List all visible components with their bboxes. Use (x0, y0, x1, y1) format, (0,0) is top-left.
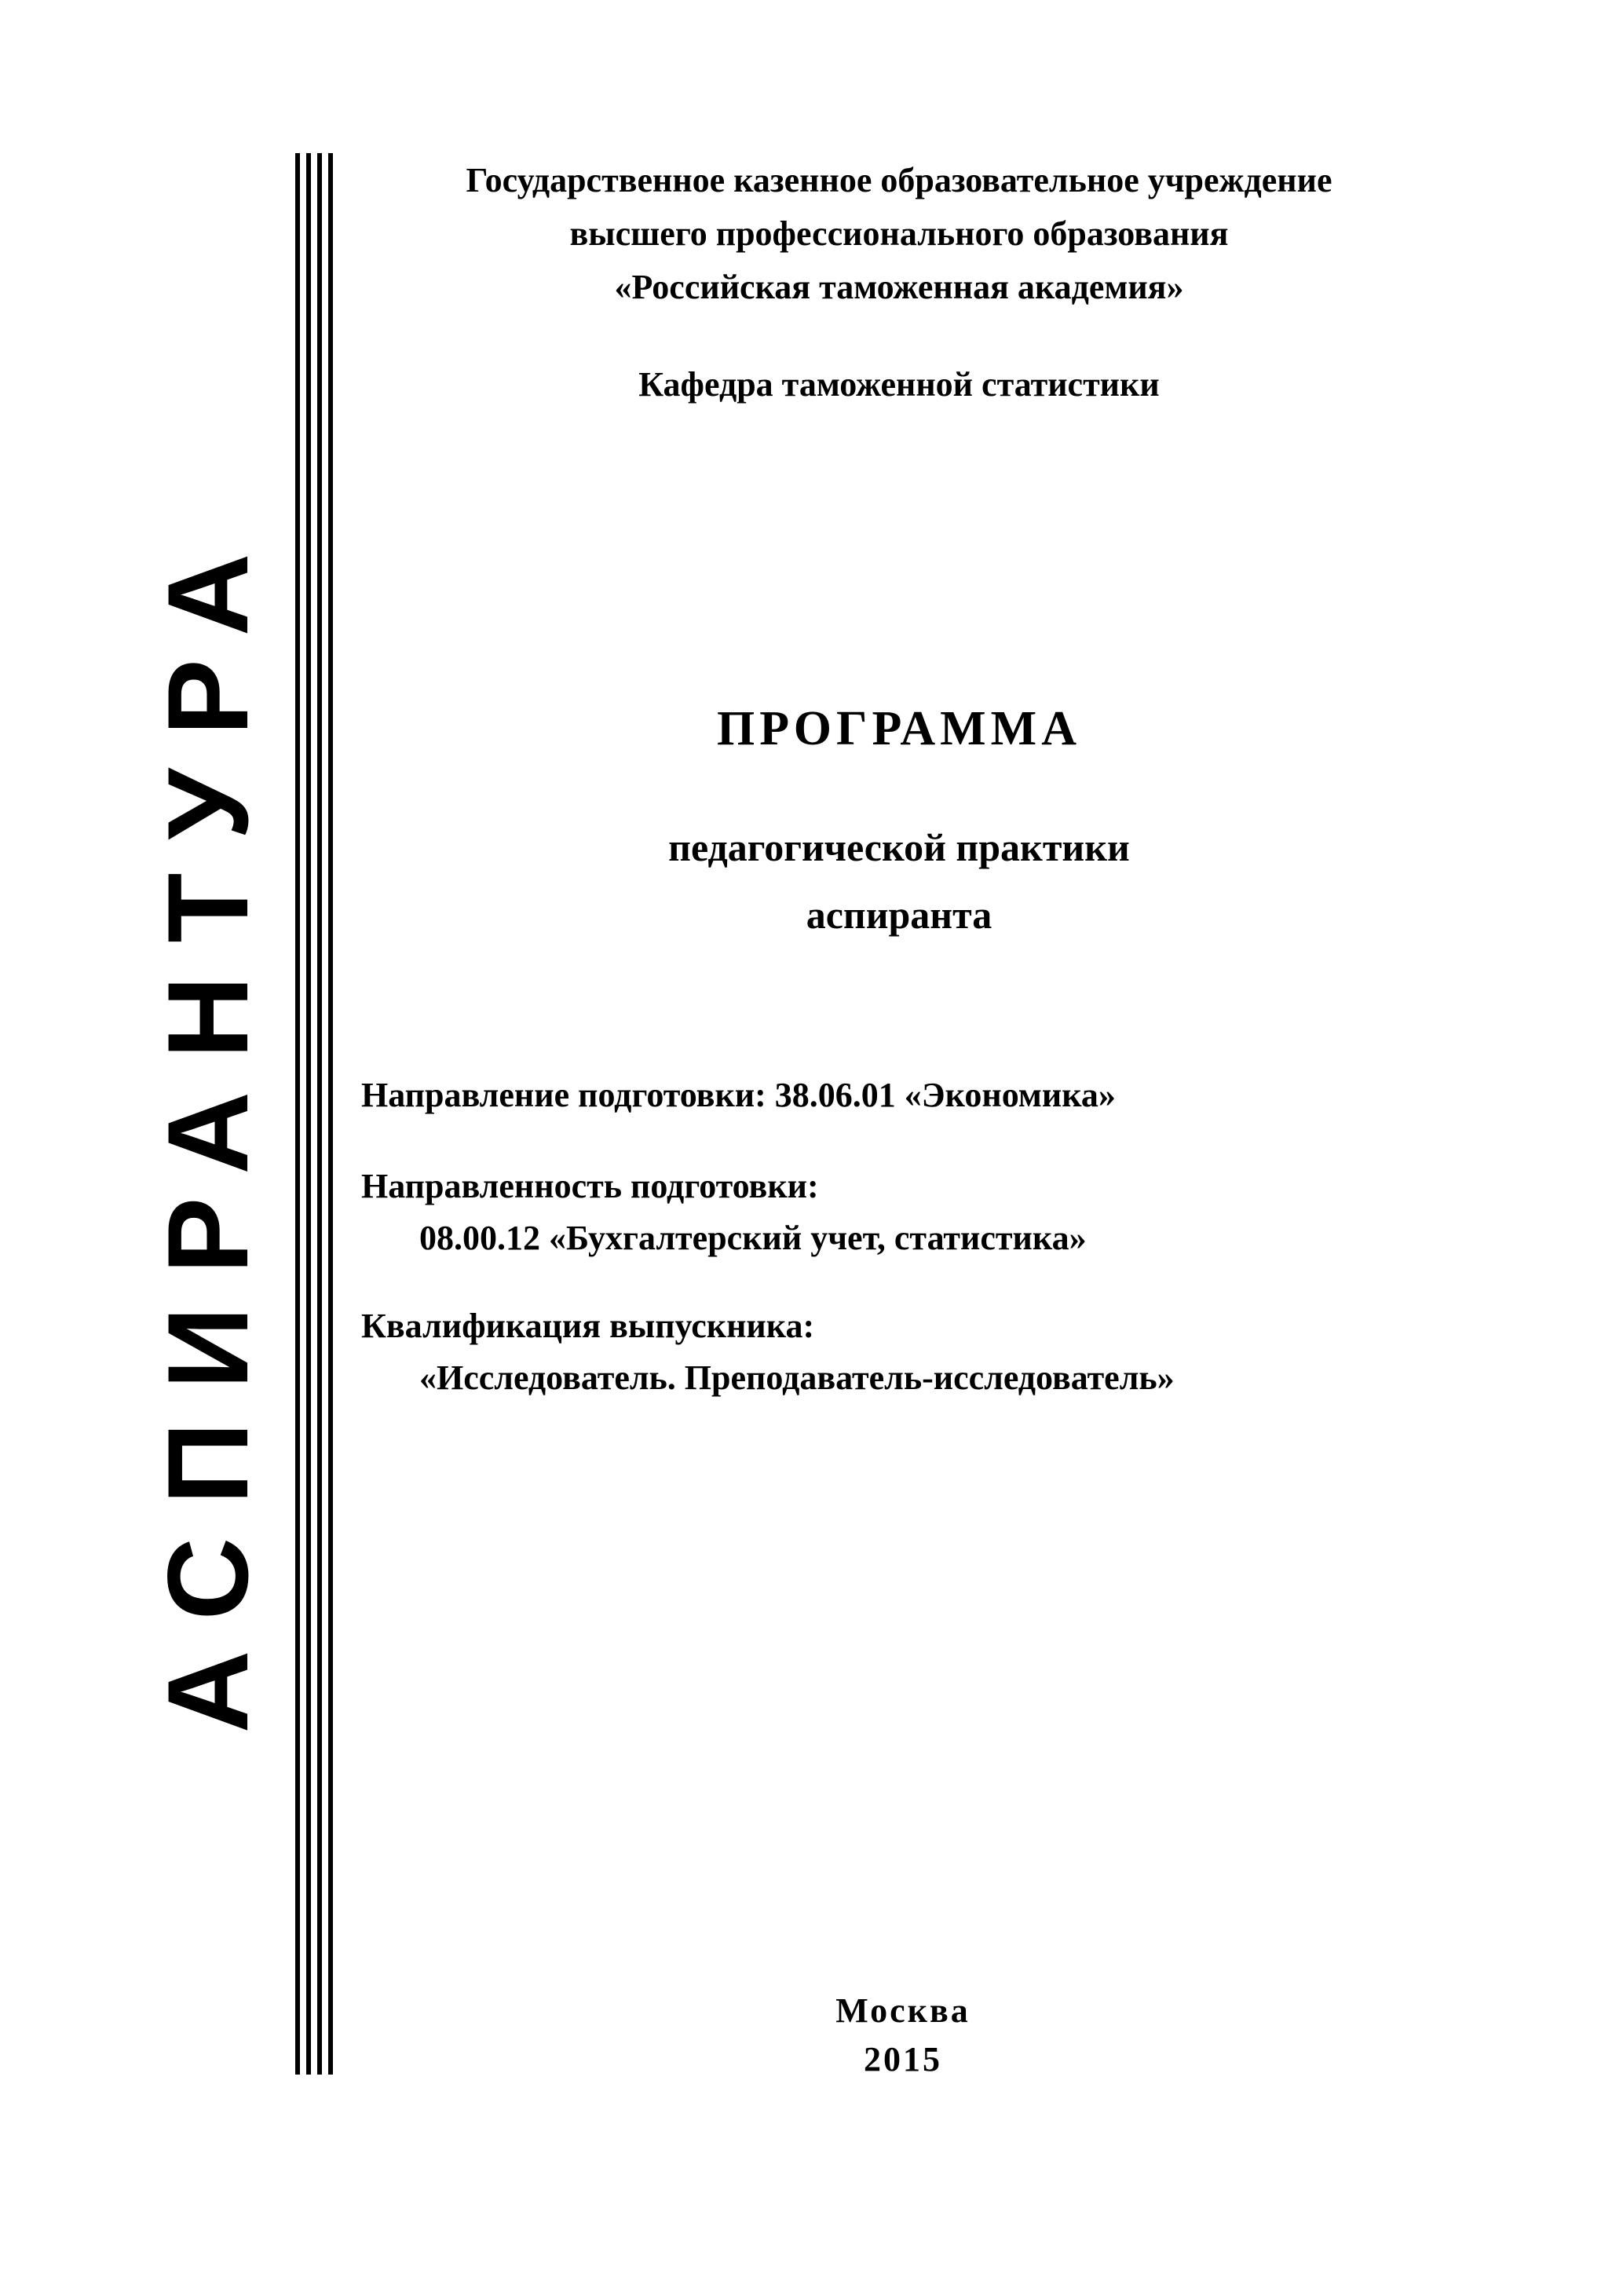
institution-line-2: высшего профессионального образования (569, 214, 1229, 253)
training-direction: Направление подготовки: 38.06.01 «Экономика» (361, 1076, 1116, 1114)
institution-line-3: «Российская таможенная академия» (614, 268, 1184, 306)
document-subtitle-line-1: педагогической практики (668, 825, 1130, 869)
publication-city: Москва (835, 1991, 971, 2030)
vertical-rule (328, 153, 333, 2075)
institution-line-1: Государственное казенное образовательное учреждение (466, 161, 1332, 199)
spine-label: АСПИРАНТУРА (144, 520, 272, 1734)
training-focus-label: Направленность подготовки: (361, 1167, 819, 1205)
vertical-rule (306, 153, 311, 2075)
publication-footer (785, 1987, 1021, 2084)
publication-year: 2015 (864, 2040, 942, 2078)
vertical-rule (295, 153, 300, 2075)
graduate-qualification (361, 1300, 1460, 1404)
graduate-qualification-label: Квалификация выпускника: (361, 1307, 815, 1345)
document-title: ПРОГРАММА (717, 702, 1081, 755)
department-name: Кафедра таможенной статистики (638, 365, 1160, 404)
vertical-rule (317, 153, 322, 2075)
spine-label-container (144, 503, 272, 1751)
document-subtitle (361, 813, 1437, 949)
document-subtitle-line-2: аспиранта (806, 893, 992, 937)
training-focus-value: 08.00.12 «Бухгалтерский учет, статистика» (419, 1219, 1087, 1257)
graduate-qualification-value: «Исследователь. Преподаватель-исследователь» (419, 1358, 1175, 1397)
institution-header (361, 154, 1437, 314)
training-focus (361, 1161, 1460, 1264)
